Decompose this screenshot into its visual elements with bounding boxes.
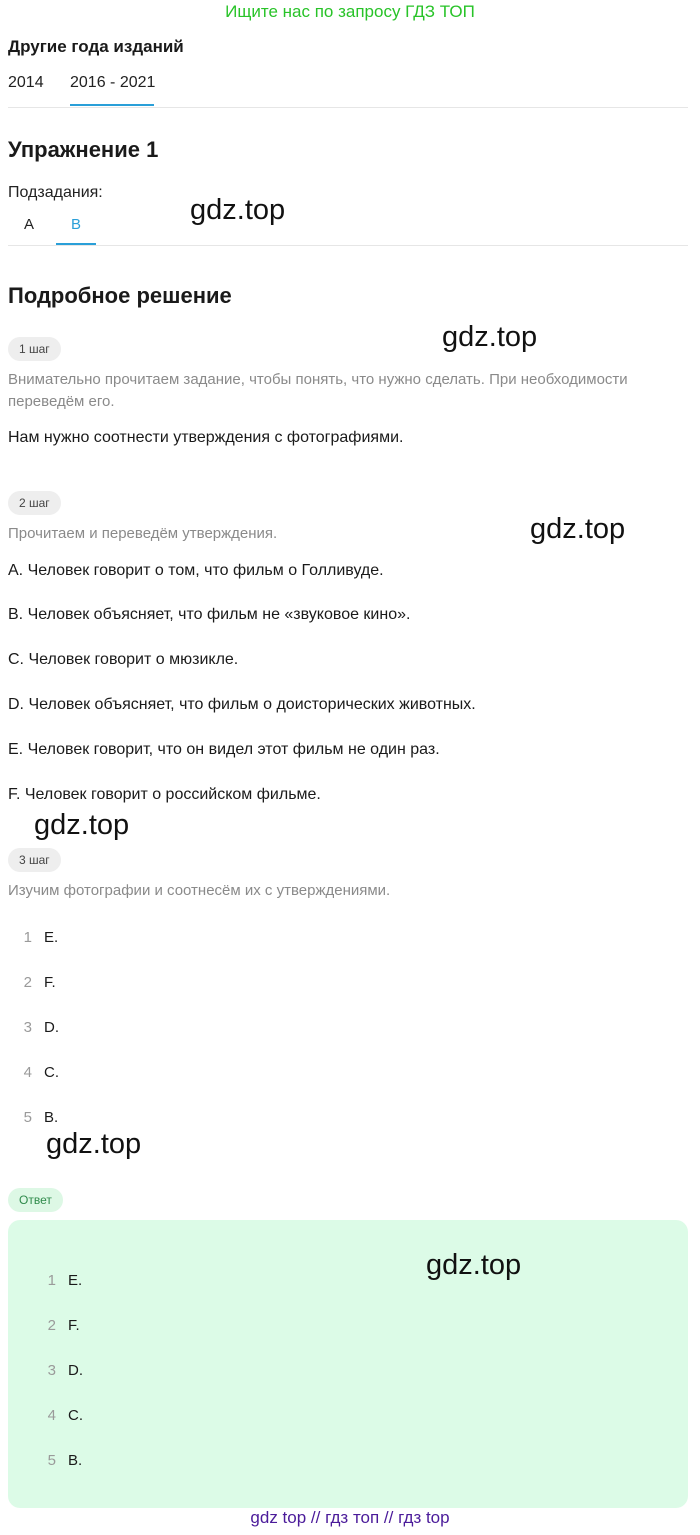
year-tab-2014[interactable]: 2014 (8, 74, 44, 91)
answer-item: D. (68, 1362, 83, 1379)
list-number: 4 (23, 1064, 32, 1081)
list-number: 2 (23, 974, 32, 991)
year-tab-active-indicator (70, 104, 154, 106)
statement-d: D. Человек объясняет, что фильм о доисторических животных. (8, 696, 476, 713)
list-item: C. (44, 1064, 59, 1081)
list-number: 1 (23, 929, 32, 946)
subtask-tab-a[interactable]: A (24, 216, 35, 233)
exercise-title: Упражнение 1 (8, 137, 159, 162)
divider (8, 107, 688, 108)
watermark: gdz.top (34, 809, 130, 841)
answer-item: B. (68, 1452, 83, 1469)
answer-item: E. (68, 1272, 83, 1289)
step-badge: 3 шаг (8, 848, 61, 872)
step-text: Нам нужно соотнести утверждения с фотографиями. (8, 429, 404, 446)
list-item: D. (44, 1019, 59, 1036)
list-item: E. (44, 929, 59, 946)
answer-box (8, 1220, 688, 1508)
footer-text: gdz top // гдз топ // гдз top (250, 1508, 450, 1527)
watermark: gdz.top (190, 194, 286, 226)
watermark: gdz.top (426, 1249, 522, 1281)
statement-e: E. Человек говорит, что он видел этот фильм не один раз. (8, 741, 440, 758)
answer-item: F. (68, 1317, 80, 1334)
subtasks-label: Подзадания: (8, 184, 103, 201)
answer-number: 1 (47, 1272, 56, 1289)
answer-item: C. (68, 1407, 83, 1424)
step-badge: 1 шаг (8, 337, 61, 361)
subtask-tab-b[interactable]: B (71, 216, 82, 233)
solution-title: Подробное решение (8, 283, 232, 308)
statement-a: A. Человек говорит о том, что фильм о Голливуде. (8, 562, 384, 579)
step-badge: 2 шаг (8, 491, 61, 515)
statement-f: F. Человек говорит о российском фильме. (8, 786, 321, 803)
watermark: gdz.top (442, 321, 538, 353)
answer-number: 5 (47, 1452, 56, 1469)
statement-b: B. Человек объясняет, что фильм не «звуковое кино». (8, 606, 411, 623)
watermark: gdz.top (530, 513, 626, 545)
watermark: gdz.top (46, 1128, 142, 1160)
answer-badge: Ответ (8, 1188, 63, 1212)
list-item: F. (44, 974, 56, 991)
divider (8, 245, 688, 246)
search-banner: Ищите нас по запросу ГДЗ ТОП (225, 2, 475, 21)
step-hint: Прочитаем и переведём утверждения. (8, 525, 278, 542)
list-number: 5 (23, 1109, 32, 1126)
step-hint: Внимательно прочитаем задание, чтобы понять, что нужно сделать. При необходимости переведём его. (8, 371, 628, 410)
list-number: 3 (23, 1019, 32, 1036)
year-tab-2016-2021[interactable]: 2016 - 2021 (70, 74, 156, 91)
step-hint: Изучим фотографии и соотнесём их с утверждениями. (8, 882, 391, 899)
other-years-title: Другие года изданий (8, 37, 184, 56)
answer-number: 3 (47, 1362, 56, 1379)
answer-number: 4 (47, 1407, 56, 1424)
answer-number: 2 (47, 1317, 56, 1334)
statement-c: C. Человек говорит о мюзикле. (8, 651, 239, 668)
list-item: B. (44, 1109, 59, 1126)
